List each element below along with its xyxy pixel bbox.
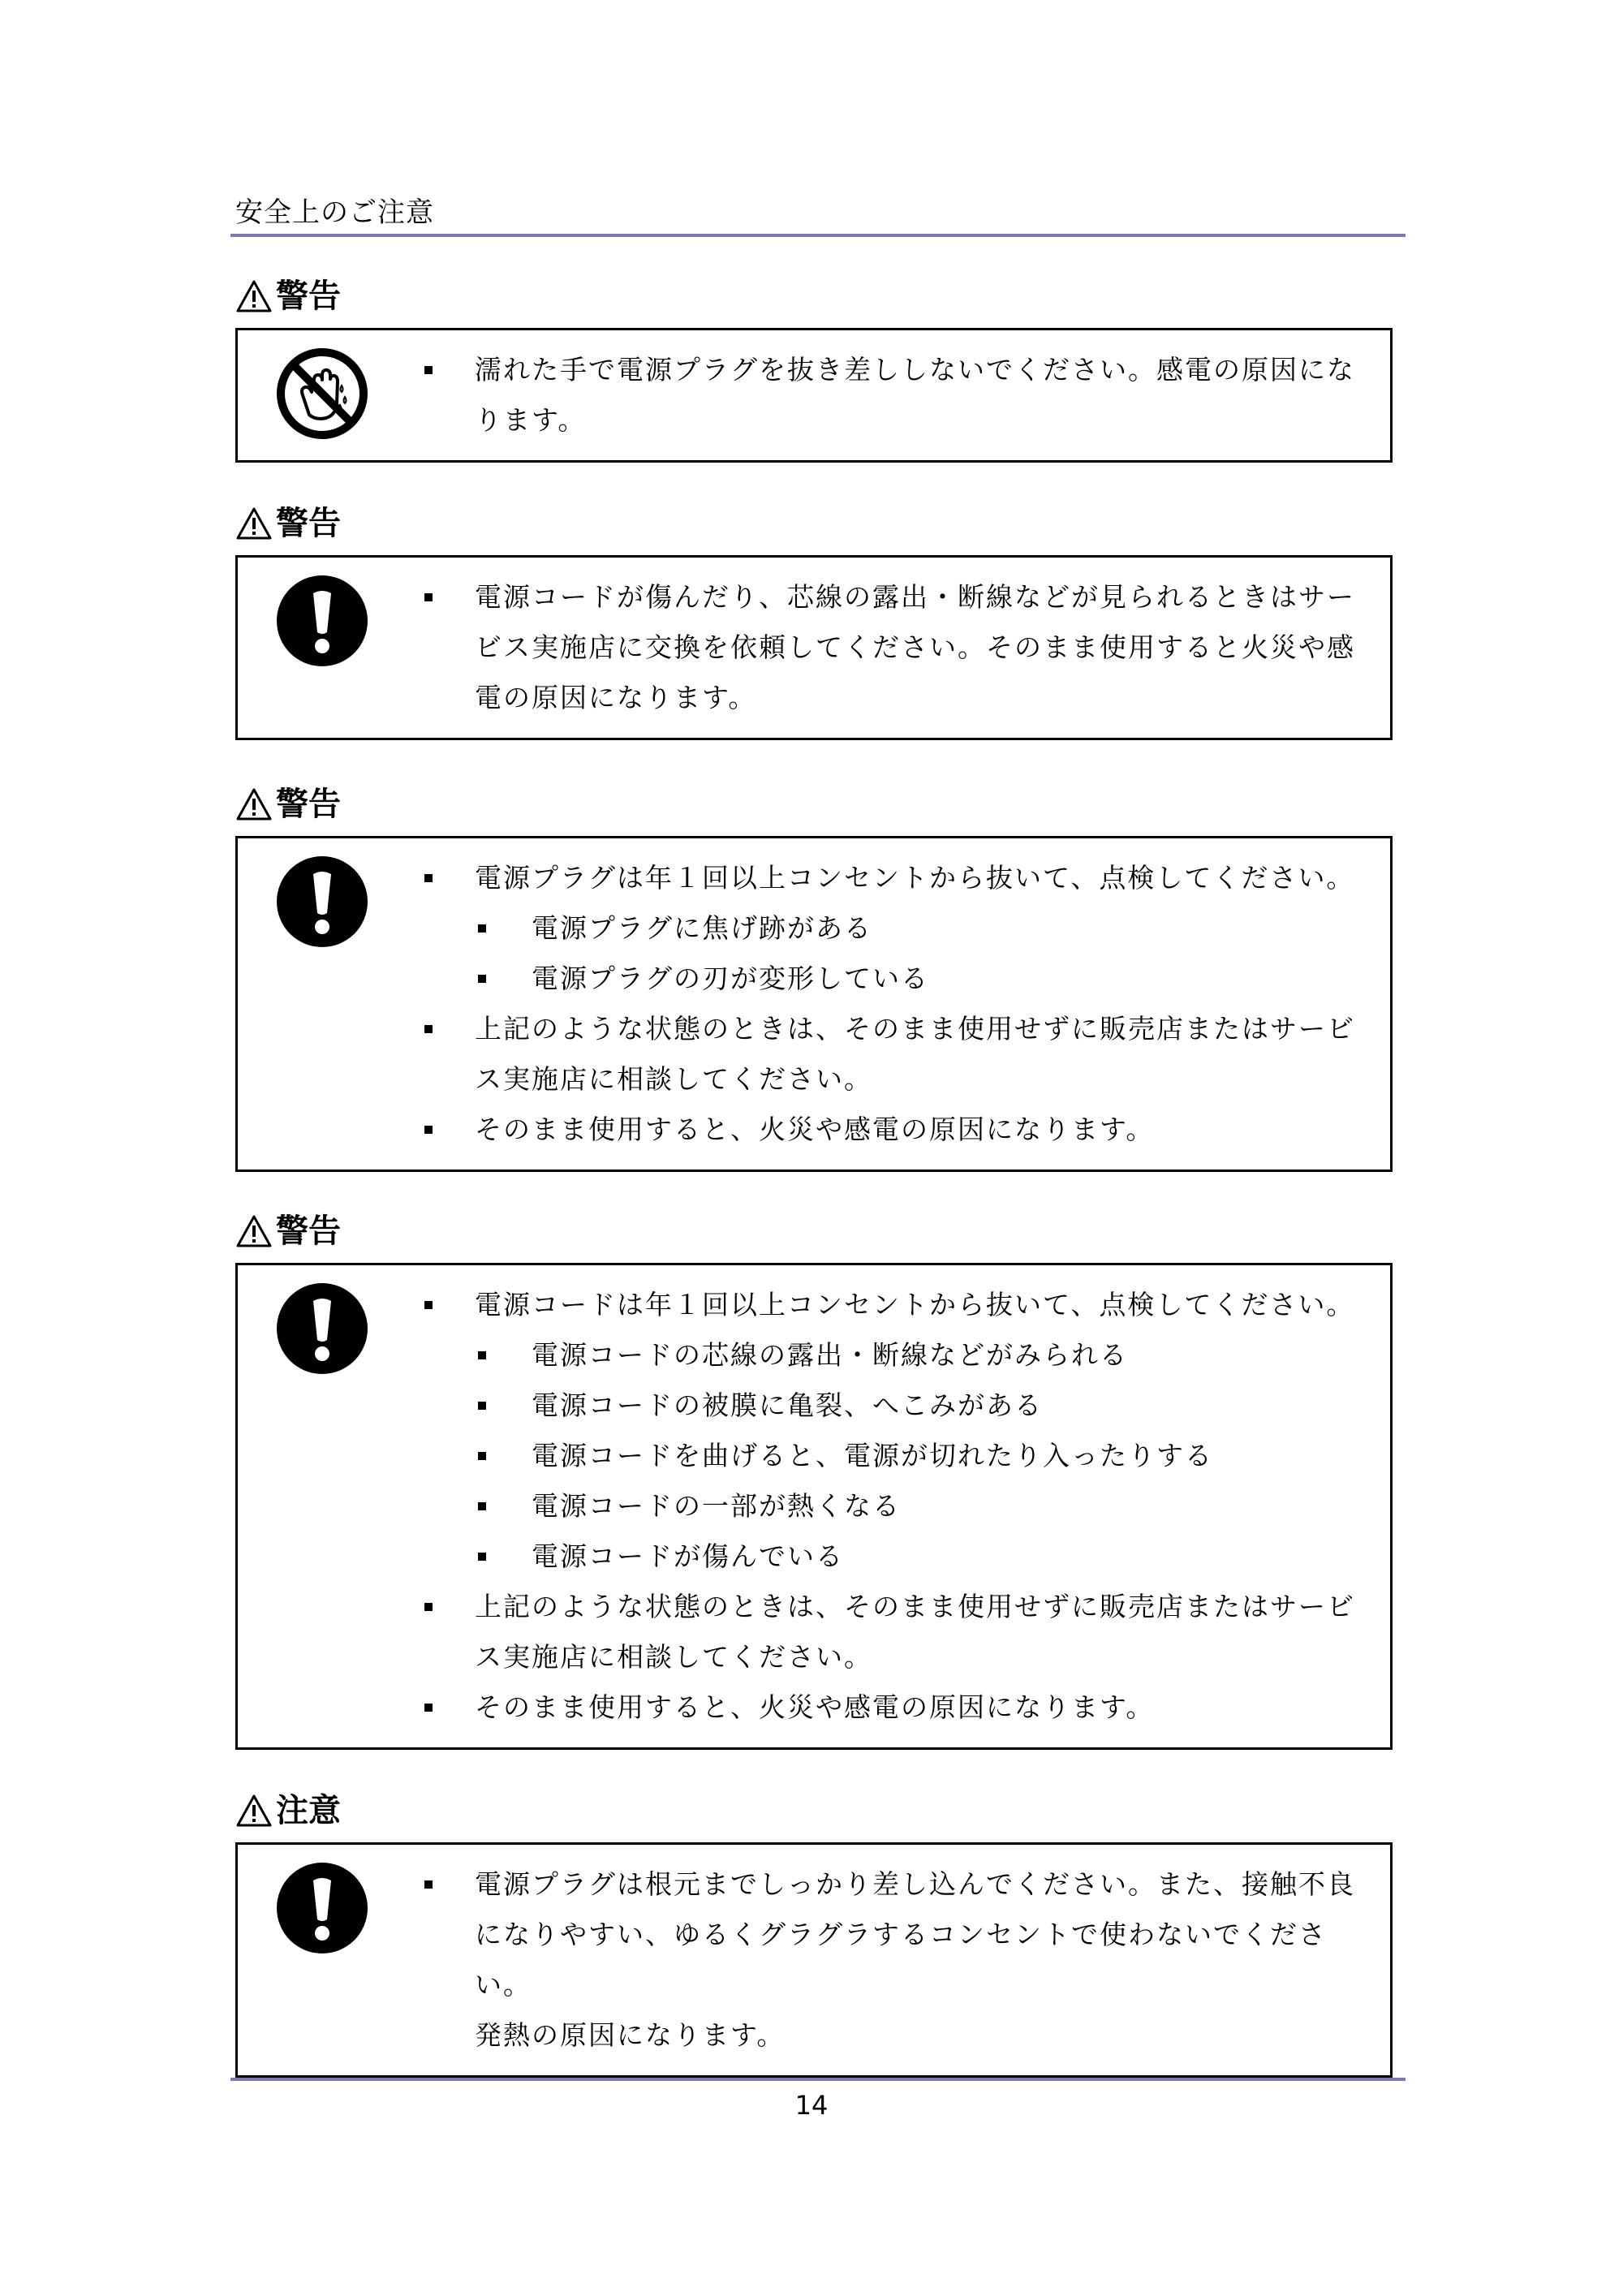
section-heading-label: 警告: [276, 505, 341, 542]
page-number: 14: [794, 2090, 829, 2121]
square-bullet-icon: [424, 1704, 433, 1712]
sub-list-item: [424, 1531, 1377, 1582]
list-item-text: 電源プラグに焦げ跡がある: [532, 912, 872, 944]
list-item-text: 上記のような状態のときは、そのまま使用せずに販売店またはサービ: [475, 1013, 1355, 1045]
notice-list: [424, 345, 1377, 446]
notice-box: [235, 1842, 1393, 2078]
notice-list: [424, 853, 1377, 1155]
square-bullet-icon: [424, 1025, 433, 1033]
list-item-text: 電源プラグは年１回以上コンセントから抜いて、点検してください。: [475, 862, 1355, 894]
safety-section-2: [235, 502, 1393, 740]
square-bullet-icon: [424, 874, 433, 882]
square-bullet-icon: [424, 1880, 433, 1889]
square-bullet-icon: [424, 1301, 433, 1309]
section-heading-label: 注意: [276, 1792, 341, 1829]
square-bullet-icon: [424, 366, 433, 374]
list-item: [424, 1859, 1377, 1910]
list-item: [424, 1682, 1377, 1733]
mandatory-exclamation-icon: [275, 1282, 369, 1376]
square-bullet-icon: [478, 1351, 486, 1359]
notice-box: [235, 836, 1393, 1172]
list-item: [424, 345, 1377, 395]
mandatory-exclamation-icon: [275, 574, 369, 668]
list-item-text: 電源コードの一部が熱くなる: [532, 1490, 901, 1522]
list-item-text: 電源コードの被膜に亀裂、へこみがある: [532, 1389, 1043, 1421]
list-item: [424, 1054, 1377, 1105]
list-item: [424, 622, 1377, 673]
list-item: [424, 1004, 1377, 1054]
section-heading: [235, 1209, 1393, 1253]
footer-rule: [230, 2078, 1406, 2081]
square-bullet-icon: [478, 1502, 486, 1510]
list-item-text: ります。: [475, 404, 587, 436]
safety-section-1: [235, 274, 1393, 463]
list-item: [424, 1280, 1377, 1330]
square-bullet-icon: [478, 1553, 486, 1561]
list-item-text: 電源コードが傷んだり、芯線の露出・断線などが見られるときはサー: [475, 581, 1355, 613]
notice-box: [235, 328, 1393, 463]
notice-list: [424, 572, 1377, 723]
list-item-text: そのまま使用すると、火災や感電の原因になります。: [475, 1691, 1155, 1723]
sub-list-item: [424, 954, 1377, 1004]
safety-section-4: [235, 1209, 1393, 1750]
notice-box: [235, 555, 1393, 740]
list-item-text: 発熱の原因になります。: [475, 2019, 786, 2051]
warning-triangle-icon: [235, 787, 273, 821]
section-heading-label: 警告: [276, 786, 341, 823]
list-item-text: 電源コードを曲げると、電源が切れたり入ったりする: [532, 1440, 1213, 1471]
warning-triangle-icon: [235, 506, 273, 541]
warning-triangle-icon: [235, 1214, 273, 1248]
list-item: [424, 673, 1377, 723]
list-item: [424, 1105, 1377, 1155]
list-item: [424, 395, 1377, 446]
list-item-text: 電源プラグは根元までしっかり差し込んでください。また、接触不良: [475, 1868, 1355, 1900]
list-item-text: ビス実施店に交換を依頼してください。そのまま使用すると火災や感: [475, 631, 1355, 663]
square-bullet-icon: [424, 1126, 433, 1134]
sub-list-item: [424, 1481, 1377, 1531]
list-item-text: そのまま使用すると、火災や感電の原因になります。: [475, 1114, 1155, 1145]
notice-list: [424, 1859, 1377, 2061]
square-bullet-icon: [478, 1402, 486, 1410]
section-heading-label: 警告: [276, 278, 341, 315]
list-item: [424, 1582, 1377, 1632]
no-wet-hands-icon: [275, 347, 369, 441]
safety-section-3: [235, 782, 1393, 1172]
square-bullet-icon: [478, 924, 486, 933]
square-bullet-icon: [478, 975, 486, 983]
mandatory-exclamation-icon: [275, 855, 369, 949]
sub-list-item: [424, 903, 1377, 954]
safety-section-5: [235, 1789, 1393, 2078]
section-heading-label: 警告: [276, 1213, 341, 1250]
list-item: [424, 1632, 1377, 1682]
list-item-text: 濡れた手で電源プラグを抜き差ししないでください。感電の原因にな: [475, 354, 1355, 386]
list-item: [424, 2010, 1377, 2061]
warning-triangle-icon: [235, 1794, 273, 1828]
list-item-text: 電源コードの芯線の露出・断線などがみられる: [532, 1339, 1128, 1371]
sub-list-item: [424, 1381, 1377, 1431]
mandatory-exclamation-icon: [275, 1861, 369, 1955]
list-item-text: 電源コードが傷んでいる: [532, 1540, 844, 1572]
list-item: [424, 853, 1377, 903]
list-item: [424, 1910, 1377, 2010]
page-header-title: 安全上のご注意: [235, 196, 434, 229]
section-heading: [235, 782, 1393, 826]
notice-box: [235, 1263, 1393, 1750]
sub-list-item: [424, 1431, 1377, 1481]
list-item-text: 電源コードは年１回以上コンセントから抜いて、点検してください。: [475, 1289, 1355, 1320]
square-bullet-icon: [478, 1452, 486, 1460]
square-bullet-icon: [424, 1603, 433, 1611]
sub-list-item: [424, 1330, 1377, 1381]
list-item-text: になりやすい、ゆるくグラグラするコンセントで使わないでください。: [475, 1919, 1327, 2001]
list-item-text: ス実施店に相談してください。: [475, 1641, 872, 1673]
warning-triangle-icon: [235, 279, 273, 313]
list-item-text: 電源プラグの刃が変形している: [532, 963, 929, 994]
notice-list: [424, 1280, 1377, 1733]
section-heading: [235, 1789, 1393, 1833]
section-heading: [235, 502, 1393, 545]
header-rule: [230, 234, 1406, 237]
list-item-text: 上記のような状態のときは、そのまま使用せずに販売店またはサービ: [475, 1591, 1355, 1622]
list-item: [424, 572, 1377, 622]
list-item-text: ス実施店に相談してください。: [475, 1063, 872, 1095]
list-item-text: 電の原因になります。: [475, 682, 757, 713]
section-heading: [235, 274, 1393, 318]
square-bullet-icon: [424, 593, 433, 601]
